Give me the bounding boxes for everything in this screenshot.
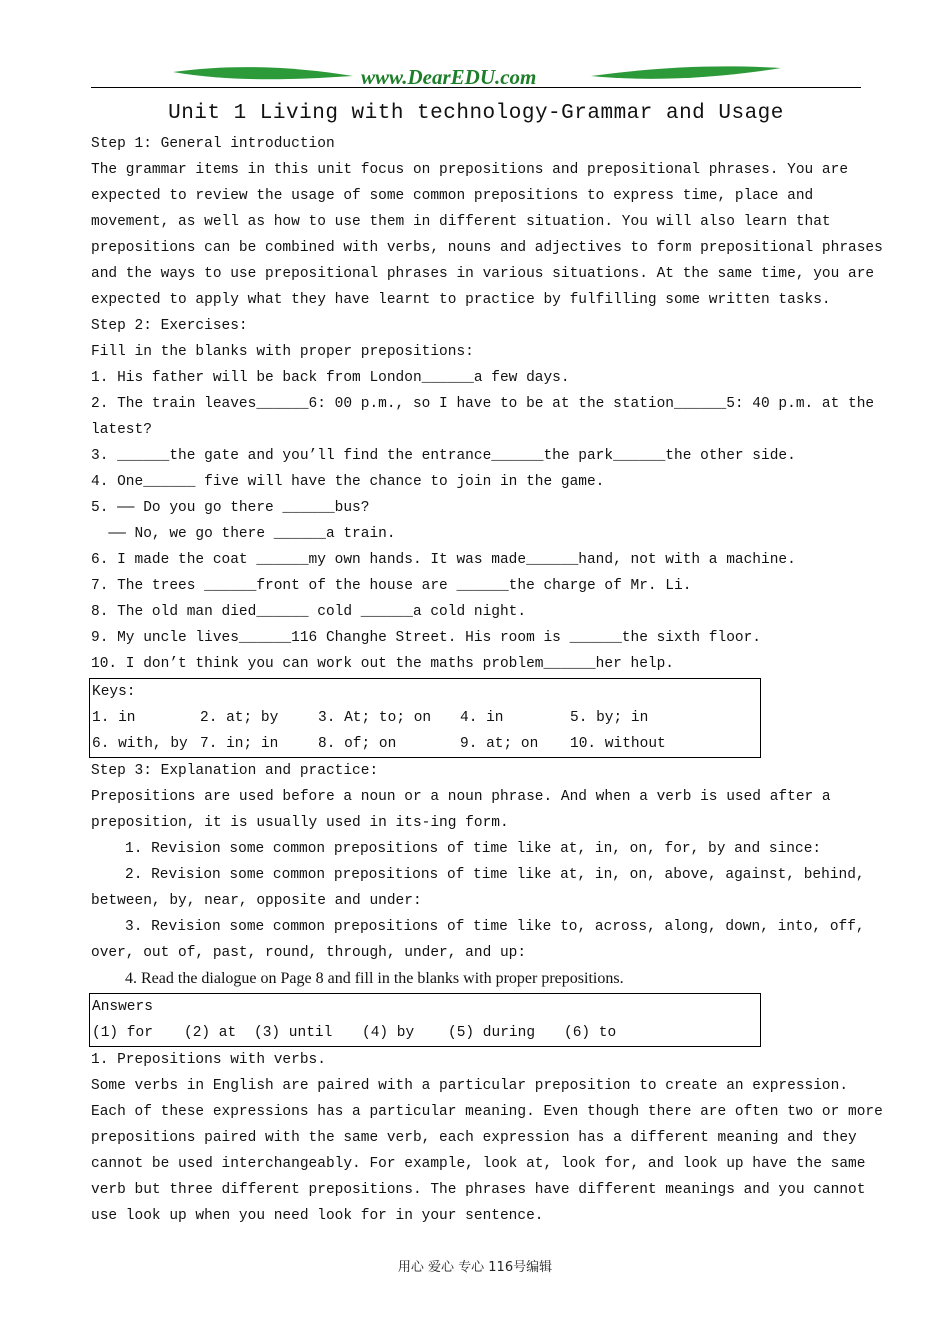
key-item: 6. with, by	[92, 736, 188, 752]
site-header	[91, 60, 861, 90]
exercise-item: latest?	[91, 422, 152, 438]
exercise-item: 6. I made the coat ______my own hands. It was made______hand, not with a machine.	[91, 552, 796, 568]
step2-heading: Step 2: Exercises:	[91, 318, 248, 334]
section1-heading: 1. Prepositions with verbs.	[91, 1052, 326, 1068]
key-item: 3. At; to; on	[318, 710, 432, 726]
exercise-item: 2. The train leaves______6: 00 p.m., so I have to be at the station______5: 40 p.m. at the	[91, 396, 875, 412]
key-item: 1. in	[92, 710, 136, 726]
exercise-item: —— No, we go there ______a train.	[91, 526, 396, 542]
text-line: cannot be used interchangeably. For example, look at, look for, and look up have the same	[91, 1156, 866, 1172]
right-swoosh-icon	[591, 66, 781, 78]
exercise-list	[91, 365, 875, 677]
left-swoosh-icon	[173, 67, 353, 79]
header-divider	[91, 87, 861, 88]
site-logo	[91, 60, 861, 90]
step2-instruction: Fill in the blanks with proper prepositions:	[91, 344, 474, 360]
answer-item: (2) at	[184, 1025, 237, 1041]
answer-item: (5) during	[448, 1025, 536, 1041]
keys-box	[89, 678, 761, 758]
answers-row	[90, 1020, 760, 1046]
exercise-item: 9. My uncle lives______116 Changhe Street. His room is ______the sixth floor.	[91, 630, 762, 646]
keys-label: Keys:	[92, 684, 136, 700]
exercise-item: 5. —— Do you go there ______bus?	[91, 500, 370, 516]
exercise-item: 4. One______ five will have the chance to join in the game.	[91, 474, 605, 490]
answer-item: (1) for	[92, 1025, 153, 1041]
keys-row	[90, 731, 760, 757]
text-line: Some verbs in English are paired with a particular preposition to create an expression.	[91, 1078, 849, 1094]
step3-intro	[91, 784, 861, 836]
key-item: 7. in; in	[200, 736, 279, 752]
step3-heading: Step 3: Explanation and practice:	[91, 763, 379, 779]
text-line: use look up when you need look for in your sentence.	[91, 1208, 544, 1224]
step1-heading: Step 1: General introduction	[91, 136, 335, 152]
key-item: 2. at; by	[200, 710, 279, 726]
revision-item-cont: over, out of, past, round, through, under, and up:	[91, 945, 527, 961]
answer-item: (6) to	[564, 1025, 617, 1041]
exercise-item: 8. The old man died______ cold ______a cold night.	[91, 604, 527, 620]
page-footer: 用心 爱心 专心 116号编辑	[397, 1260, 553, 1275]
key-item: 4. in	[460, 710, 504, 726]
site-name: www.DearEDU.com	[361, 65, 537, 89]
answers-box	[89, 993, 761, 1047]
page-title: Unit 1 Living with technology-Grammar and Usage	[168, 102, 784, 125]
text-line: The grammar items in this unit focus on prepositions and prepositional phrases. You are	[91, 162, 849, 178]
key-item: 10. without	[570, 736, 666, 752]
section1-paragraph	[91, 1073, 883, 1229]
revision-item: 3. Revision some common prepositions of time like to, across, along, down, into, off,	[125, 919, 865, 935]
exercise-item: 7. The trees ______front of the house are ______the charge of Mr. Li.	[91, 578, 692, 594]
exercise-item: 1. His father will be back from London______a few days.	[91, 370, 570, 386]
keys-row	[90, 705, 760, 731]
text-line: verb but three different prepositions. The phrases have different meanings and you cannot	[91, 1182, 866, 1198]
text-line: Each of these expressions has a particular meaning. Even though there are often two or more	[91, 1104, 883, 1120]
step1-paragraph	[91, 157, 883, 313]
text-line: movement, as well as how to use them in different situation. You will also learn that	[91, 214, 831, 230]
text-line: Prepositions are used before a noun or a noun phrase. And when a verb is used after a	[91, 789, 831, 805]
revision-item: 1. Revision some common prepositions of time like at, in, on, for, by and since:	[125, 841, 822, 857]
text-line: preposition, it is usually used in its-ing form.	[91, 815, 509, 831]
text-line: prepositions paired with the same verb, each expression has a different meaning and they	[91, 1130, 857, 1146]
key-item: 5. by; in	[570, 710, 649, 726]
key-item: 8. of; on	[318, 736, 397, 752]
text-line: prepositions can be combined with verbs, nouns and adjectives to form prepositional phrases	[91, 240, 883, 256]
key-item: 9. at; on	[460, 736, 539, 752]
answers-label: Answers	[92, 999, 153, 1015]
exercise-item: 10. I don’t think you can work out the maths problem______her help.	[91, 656, 674, 672]
revision-item-dialogue: 4. Read the dialogue on Page 8 and fill in the blanks with proper prepositions.	[125, 970, 624, 987]
document-page	[91, 60, 883, 1229]
revision-item: 2. Revision some common prepositions of time like at, in, on, above, against, behind,	[125, 867, 865, 883]
answer-item: (4) by	[362, 1025, 415, 1041]
text-line: expected to apply what they have learnt to practice by fulfilling some written tasks.	[91, 292, 831, 308]
revision-item-cont: between, by, near, opposite and under:	[91, 893, 422, 909]
exercise-item: 3. ______the gate and you’ll find the entrance______the park______the other side.	[91, 448, 796, 464]
text-line: and the ways to use prepositional phrases in various situations. At the same time, you are	[91, 266, 875, 282]
answer-item: (3) until	[254, 1025, 333, 1041]
text-line: expected to review the usage of some common prepositions to express time, place and	[91, 188, 814, 204]
